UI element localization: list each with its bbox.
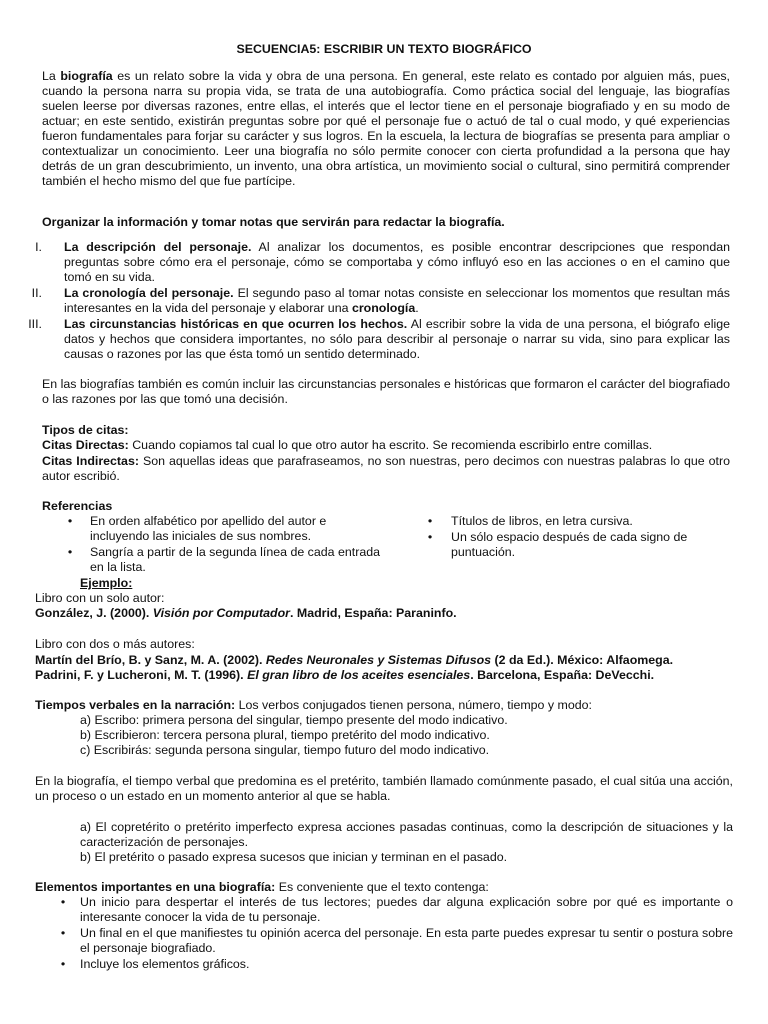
reference-book-title: El gran libro de los aceites esenciales — [247, 668, 471, 682]
step-number: II. — [31, 286, 42, 300]
multi-author-reference — [35, 668, 745, 683]
referencias-right-item: Títulos de libros, en letra cursiva. — [451, 514, 633, 528]
multi-author-label: Libro con dos o más autores: — [35, 637, 195, 651]
bullet-icon: • — [60, 926, 66, 940]
reference-book-title: Redes Neuronales y Sistemas Difusos — [265, 653, 492, 667]
elementos-heading — [35, 880, 745, 895]
single-author-label: Libro con un solo autor: — [35, 591, 165, 605]
step-number: I. — [35, 240, 42, 254]
elementos-item: Un inicio para despertar el interés de tus lectores; puedes dar alguna explicación sobre por qué es importante o interesante conocer la vida de tu personaje. — [80, 895, 733, 924]
intro-bold-term: biografía — [60, 69, 113, 83]
tiempos-heading — [35, 698, 745, 713]
single-author-reference — [35, 606, 735, 621]
step-title: La cronología del personaje. — [64, 286, 234, 300]
citas-directas-text: Cuando copiamos tal cual lo que otro autor ha escrito. Se recomienda escribirlo entre comillas. — [128, 438, 653, 452]
referencias-left-item: Sangría a partir de la segunda línea de cada entrada en la lista. — [90, 545, 381, 574]
bullet-icon: • — [60, 957, 66, 971]
elementos-label: Elementos importantes en una biografía: — [35, 880, 276, 894]
circumstances-paragraph: En las biografías también es común incluir las circunstancias personales e históricas que formaron el carácter del biografiado o las razones por las que tomó una decisión. — [42, 377, 730, 406]
tiempos-item: c) Escribirás: segunda persona singular, tiempo futuro del modo indicativo. — [80, 743, 490, 757]
tiempos-item: a) Escribo: primera persona del singular, tiempo presente del modo indicativo. — [80, 713, 508, 727]
step-item — [64, 317, 730, 362]
organize-heading: Organizar la información y tomar notas que servirán para redactar la biografía. — [42, 215, 505, 229]
citas-indirectas-label: Citas Indirectas: — [42, 454, 139, 468]
reference-publisher: . Madrid, España: Paraninfo. — [289, 606, 457, 620]
reference-author: Padrini, F. y Lucheroni, M. T. (1996). — [35, 668, 248, 682]
reference-publisher: (2 da Ed.). México: Alfaomega. — [491, 653, 674, 667]
step-title: Las circunstancias históricas en que ocurren los hechos. — [64, 317, 408, 331]
step-text: El segundo paso al tomar notas consiste en seleccionar los momentos que resultan más interesantes en la vida del personaje y elaborar una — [64, 286, 730, 315]
reference-book-title: Visión por Computador — [152, 606, 290, 620]
preterito-item: b) El pretérito o pasado expresa sucesos que inician y terminan en el pasado. — [80, 850, 508, 864]
bullet-icon: • — [67, 514, 73, 528]
step-item — [64, 286, 730, 316]
ejemplo-heading: Ejemplo: — [80, 576, 133, 590]
page-title: SECUENCIA5: ESCRIBIR UN TEXTO BIOGRÁFICO — [236, 42, 532, 56]
step-item — [64, 240, 730, 285]
tiempos-item: b) Escribieron: tercera persona plural, tiempo pretérito del modo indicativo. — [80, 728, 490, 742]
bullet-icon: • — [427, 530, 433, 544]
elementos-text: Es conveniente que el texto contenga: — [275, 880, 489, 894]
tiempos-label: Tiempos verbales en la narración: — [35, 698, 236, 712]
citas-directas-label: Citas Directas: — [42, 438, 129, 452]
intro-paragraph — [42, 69, 730, 189]
bullet-icon: • — [67, 545, 73, 559]
citas-indirectas — [42, 454, 730, 484]
elementos-item: Un final en el que manifiestes tu opinión acerca del personaje. En esta parte puedes expresar tu sentir o postura sobre el personaje biografiado. — [80, 926, 733, 955]
step-tail: . — [415, 301, 419, 315]
intro-text: es un relato sobre la vida y obra de una persona. En general, este relato es contado por alguien más, pues, cuando la persona narra su propia vida, se trata de una autobiografía. Como práctica social del lenguaje, las biografías suelen leerse por diversas razones, entre ellas, el interés que el lector tiene en el personaje biografiado y en su modo de actuar; en este sentido, existirán preguntas sobre por qué el personaje fue o actuó de tal o cual modo, y qué experiencias fueron fundamentales para forjar su carácter y sus logros. En la escuela, la lectura de biografías se presenta para ampliar o contextualizar un conocimiento. Leer una biografía no sólo permite conocer con cierta profundidad a la persona que hay detrás de un gran descubrimiento, un invento, una obra artística, un movimiento social o cultural, sino permitirá comprender también el hecho mismo del que fue partícipe. — [42, 69, 730, 188]
multi-author-reference — [35, 653, 745, 668]
reference-author: Martín del Brío, B. y Sanz, M. A. (2002). — [35, 653, 266, 667]
step-text: Al escribir sobre la vida de una persona, el biógrafo elige datos y hechos que considera importantes, no sólo para describir al personaje o narrar su vida, sino para explicar las causas o razones por las que ésta tomó un sentido determinado. — [64, 317, 730, 361]
referencias-left-item: En orden alfabético por apellido del autor e incluyendo las iniciales de sus nombres. — [90, 514, 327, 543]
step-number: III. — [28, 317, 42, 331]
referencias-heading: Referencias — [42, 499, 113, 513]
citas-directas — [42, 438, 742, 453]
elementos-item: Incluye los elementos gráficos. — [80, 957, 250, 971]
citas-heading: Tipos de citas: — [42, 423, 129, 437]
preterito-item: a) El copretérito o pretérito imperfecto expresa acciones pasadas continuas, como la descripción de situaciones y la caracterización de personajes. — [80, 820, 733, 849]
step-bold-term: cronología — [351, 301, 416, 315]
tiempos-text: Los verbos conjugados tienen persona, número, tiempo y modo: — [235, 698, 592, 712]
reference-author: González, J. (2000). — [35, 606, 153, 620]
bullet-icon: • — [427, 514, 433, 528]
step-title: La descripción del personaje. — [64, 240, 252, 254]
citas-indirectas-text: Son aquellas ideas que parafraseamos, no son nuestras, pero decimos con nuestras palabras lo que otro autor escribió. — [42, 454, 730, 483]
intro-pre: La — [42, 69, 61, 83]
step-text: Al analizar los documentos, es posible encontrar descripciones que respondan preguntas sobre cómo era el personaje, cómo se comportaba y cómo influyó eso en las acciones o en el camino que tomó en su vida. — [64, 240, 730, 284]
reference-publisher: . Barcelona, España: DeVecchi. — [470, 668, 655, 682]
preterito-paragraph: En la biografía, el tiempo verbal que predomina es el pretérito, también llamado comúnmente pasado, el cual sitúa una acción, un proceso o un estado en un momento anterior al que se habla. — [35, 774, 733, 803]
referencias-right-item: Un sólo espacio después de cada signo de puntuación. — [451, 530, 688, 559]
bullet-icon: • — [60, 895, 66, 909]
